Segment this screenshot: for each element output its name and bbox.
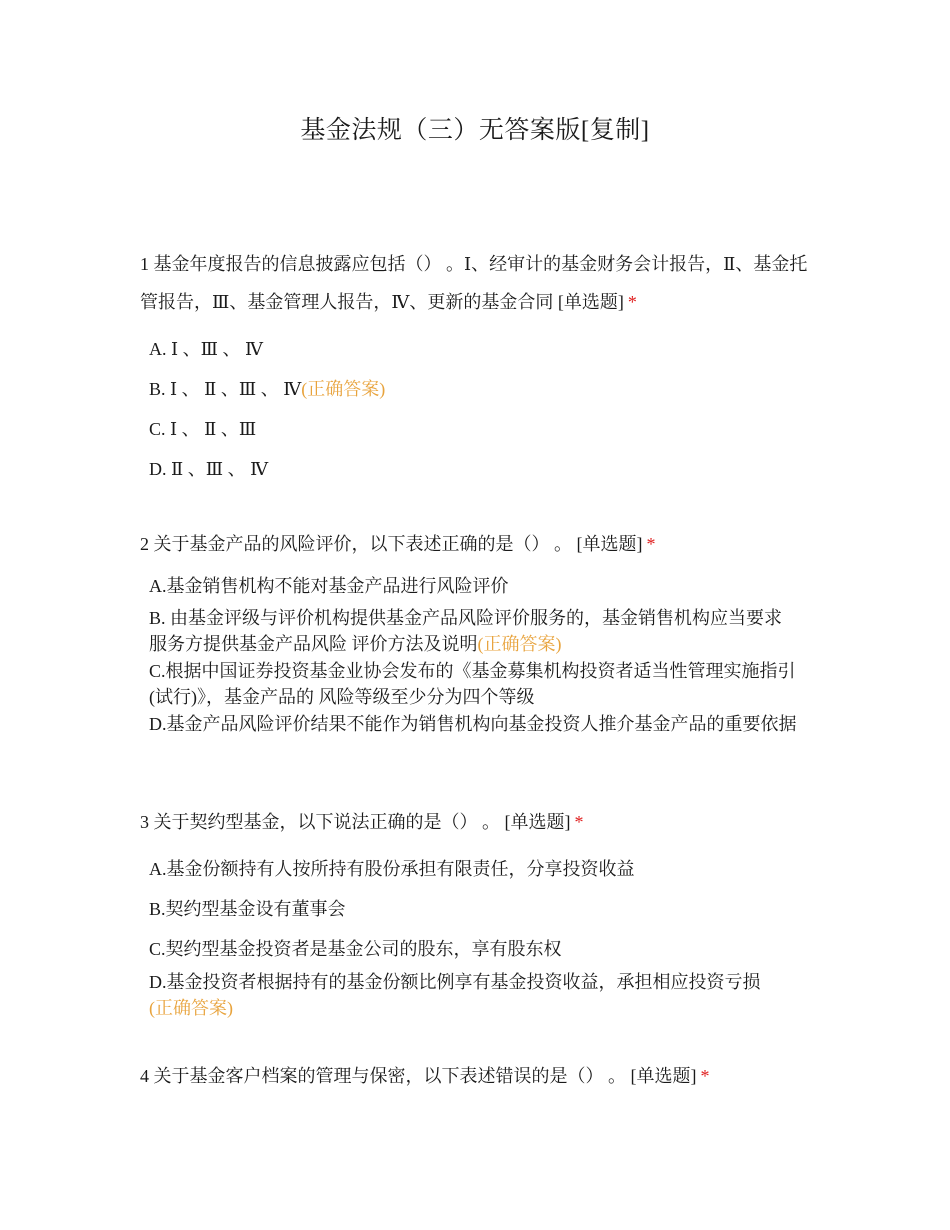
option-text: B. 由基金评级与评价机构提供基金产品风险评价服务的，基金销售机构应当要求服务方提供基金产品风险 评价方法及说明: [149, 608, 783, 654]
option-list: [140, 329, 820, 489]
question-text: [140, 1057, 820, 1095]
correct-answer-tag: (正确答案): [149, 998, 233, 1018]
option-text: D.基金投资者根据持有的基金份额比例享有基金投资收益，承担相应投资亏损: [149, 972, 761, 992]
option-text: D.基金产品风险评价结果不能作为销售机构向基金投资人推介基金产品的重要依据: [149, 714, 797, 734]
option-text: B.契约型基金设有董事会: [149, 899, 346, 919]
option-d[interactable]: [149, 969, 799, 1021]
option-b[interactable]: [149, 889, 799, 929]
option-text: B. Ⅰ 、 Ⅱ 、Ⅲ 、 Ⅳ: [149, 379, 302, 399]
correct-answer-tag: (正确答案): [477, 634, 562, 654]
option-a[interactable]: [149, 573, 799, 599]
option-d[interactable]: [149, 711, 799, 737]
option-a[interactable]: [149, 329, 799, 369]
question-text: [140, 803, 820, 841]
question-3: [140, 803, 820, 1022]
question-text: [140, 525, 820, 563]
required-marker: *: [574, 812, 584, 832]
required-marker: *: [646, 534, 656, 554]
option-text: C.契约型基金投资者是基金公司的股东，享有股东权: [149, 939, 562, 959]
option-b[interactable]: [149, 605, 799, 657]
option-c[interactable]: [149, 929, 799, 969]
question-1: [140, 245, 820, 489]
question-stem: 1 基金年度报告的信息披露应包括（） 。Ⅰ、经审计的基金财务会计报告，Ⅱ、基金托管报告，Ⅲ、基金管理人报告，Ⅳ、更新的基金合同 [单选题]: [140, 254, 808, 312]
required-marker: *: [627, 292, 637, 312]
document-title: 基金法规（三）无答案版[复制]: [300, 117, 650, 144]
question-text: [140, 245, 820, 321]
correct-answer-tag: (正确答案): [301, 379, 386, 399]
option-a[interactable]: [149, 849, 799, 889]
option-list: [140, 849, 820, 1021]
option-b[interactable]: [149, 369, 799, 409]
option-c[interactable]: [149, 409, 799, 449]
option-list: [140, 573, 820, 737]
option-text: C. Ⅰ 、 Ⅱ 、Ⅲ: [149, 419, 257, 439]
question-stem: 4 关于基金客户档案的管理与保密，以下表述错误的是（） 。 [单选题]: [140, 1066, 697, 1086]
question-stem: 2 关于基金产品的风险评价，以下表述正确的是（） 。 [单选题]: [140, 534, 643, 554]
question-stem: 3 关于契约型基金，以下说法正确的是（） 。 [单选题]: [140, 812, 571, 832]
option-text: A.基金销售机构不能对基金产品进行风险评价: [149, 576, 509, 596]
option-c[interactable]: [149, 658, 799, 710]
option-d[interactable]: [149, 449, 799, 489]
option-text: A. Ⅰ 、Ⅲ 、 Ⅳ: [149, 339, 263, 359]
question-2: [140, 525, 820, 738]
question-4: [140, 1057, 820, 1095]
option-text: D. Ⅱ 、Ⅲ 、 Ⅳ: [149, 459, 269, 479]
option-text: C.根据中国证券投资基金业协会发布的《基金募集机构投资者适当性管理实施指引(试行)》，基金产品的 风险等级至少分为四个等级: [149, 661, 796, 707]
required-marker: *: [700, 1066, 710, 1086]
option-text: A.基金份额持有人按所持有股份承担有限责任，分享投资收益: [149, 859, 635, 879]
